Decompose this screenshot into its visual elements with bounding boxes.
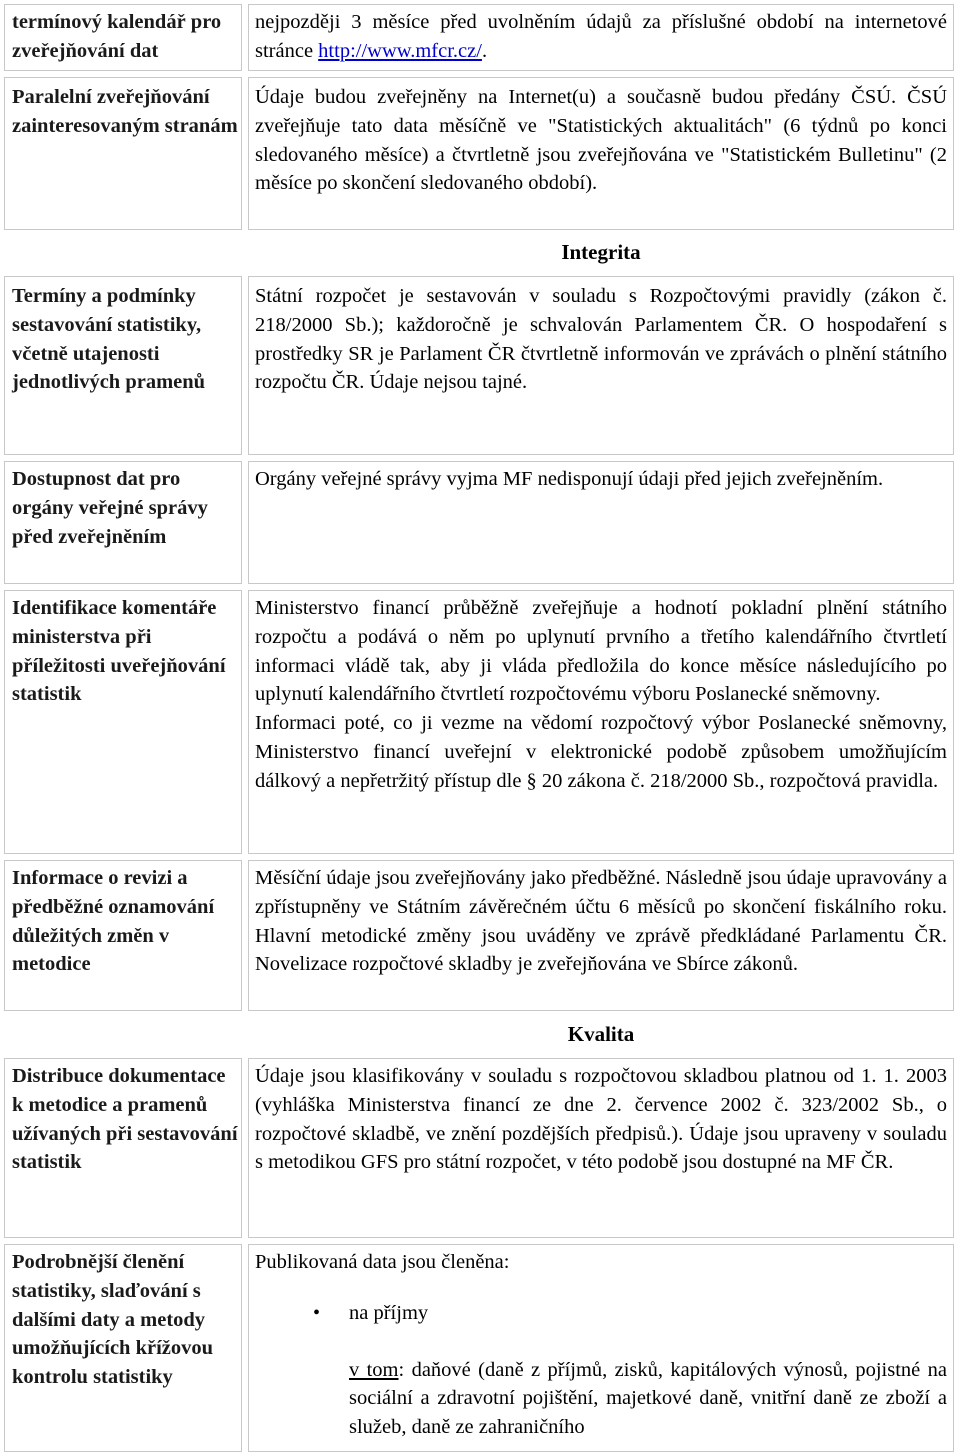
paragraph-text: Publikovaná data jsou členěna:	[255, 1251, 510, 1273]
row-text-breakdown	[248, 1244, 954, 1452]
row-text-revision	[248, 860, 954, 1011]
label-text: Dostupnost dat pro orgány veřejné správy před zveřejněním	[12, 468, 208, 548]
row-text-commentary	[248, 590, 954, 854]
row-label-parallel	[4, 77, 242, 230]
row-text-parallel	[248, 77, 954, 230]
header-text: Kvalita	[567, 1022, 635, 1046]
sub-paragraph	[255, 1356, 947, 1442]
paragraph-text: : daňové (daně z příjmů, zisků, kapitálových výnosů, pojistné na sociální a zdravotní pojištění, majetkové daně, vnitřní daně ze zboží a služeb, daně ze zahraničního	[349, 1358, 947, 1439]
breakdown-list	[255, 1299, 947, 1328]
row-text-availability	[248, 461, 954, 584]
row-label-revision	[4, 860, 242, 1011]
row-label-terms	[4, 276, 242, 455]
mfcr-link[interactable]: http://www.mfcr.cz/	[318, 39, 482, 62]
row-label-calendar	[4, 4, 242, 71]
row-label-distribution	[4, 1058, 242, 1238]
label-text: Distribuce dokumentace k metodice a pramenů užívaných při sestavování statistik	[12, 1065, 238, 1174]
paragraph-text: Údaje jsou klasifikovány v souladu s rozpočtovou skladbou platnou od 1. 1. 2003 (vyhláška Ministerstva financí ze dne 2. července 2002 č. 323/2002 Sb., o rozpočtové skladbě, ve znění pozdějších předpisů.). Údaje jsou upraveny v souladu s metodikou GFS pro státní rozpočet, v této podobě jsou dostupné na MF ČR.	[255, 1065, 947, 1174]
paragraph-text: Informaci poté, co ji vezme na vědomí rozpočtový výbor Poslanecké sněmovny, Ministerstvo financí uveřejní v elektronické podobě způsobem umožňujícím dálkový a nepřetržitý přístup dle § 20 zákona č. 218/2000 Sb., rozpočtová pravidla.	[255, 712, 947, 792]
paragraph-text: Ministerstvo financí průběžně zveřejňuje a hodnotí pokladní plnění státního rozpočtu a podává o něm po uplynutí prvního a třetího kalendářního čtvrtletí informaci vládě tak, aby ji vláda předložila do konce měsíce následujícího po uplynutí kalendářního čtvrtletí rozpočtovému výboru Poslanecké sněmovny.	[255, 597, 947, 706]
label-text: Termíny a podmínky sestavování statistiky, včetně utajenosti jednotlivých pramenů	[12, 285, 206, 394]
label-text: Informace o revizi a předběžné oznamování důležitých změn v metodice	[12, 867, 215, 976]
row-text-calendar	[248, 4, 954, 71]
label-text: termínový kalendář pro zveřejňování dat	[12, 11, 222, 62]
row-text-terms	[248, 276, 954, 455]
section-header-integrita	[248, 238, 954, 266]
row-label-breakdown	[4, 1244, 242, 1452]
paragraph-text: Státní rozpočet je sestavován v souladu s Rozpočtovými pravidly (zákon č. 218/2000 Sb.); každoročně je schvalován Parlamentem ČR. O hospodaření s prostředky SR je Parlament ČR čtvrtletně informován ve zprávách o plnění státního rozpočtu ČR. Údaje nejsou tajné.	[255, 285, 947, 394]
paragraph-text: Měsíční údaje jsou zveřejňovány jako předběžné. Následně jsou údaje upravovány a zpřístupněny ve Státním závěrečném účtu 6 měsíců po skončení fiskálního roku. Hlavní metodické změny jsou uváděny ve zprávě předkládané Parlamentu ČR. Novelizace rozpočtové skladby je zveřejňována ve Sbírce zákonů.	[255, 867, 947, 976]
paragraph-text: Orgány veřejné správy vyjma MF nedisponují údaji před jejich zveřejněním.	[255, 468, 884, 490]
label-text: Identifikace komentáře ministerstva při příležitosti uveřejňování statistik	[12, 597, 226, 706]
paragraph-text: Údaje budou zveřejněny na Internet(u) a současně budou předány ČSÚ. ČSÚ zveřejňuje tato data měsíčně ve "Statistických aktualitách" (6 týdnů po konci sledovaného měsíce) a čtvrtletně jsou zveřejňována ve "Statistickém Bulletinu" (2 měsíce po skončení sledovaného období).	[255, 86, 947, 195]
label-text: Podrobnější členění statistiky, slaďování s dalšími daty a metody umožňujících křížovou kontrolu statistiky	[12, 1251, 214, 1389]
header-text: Integrita	[561, 240, 641, 264]
label-text: Paralelní zveřejňování zainteresovaným stranám	[12, 86, 238, 137]
section-header-kvalita	[248, 1020, 954, 1048]
underlined-lead: v tom	[349, 1358, 399, 1381]
row-label-commentary	[4, 590, 242, 854]
punctuation: .	[481, 39, 488, 62]
paragraph-text: nejpozději 3 měsíce před uvolněním údajů za příslušné období na internetové stránce	[255, 11, 947, 62]
list-item: • na příjmy	[255, 1299, 947, 1328]
row-label-availability	[4, 461, 242, 584]
row-text-distribution	[248, 1058, 954, 1238]
